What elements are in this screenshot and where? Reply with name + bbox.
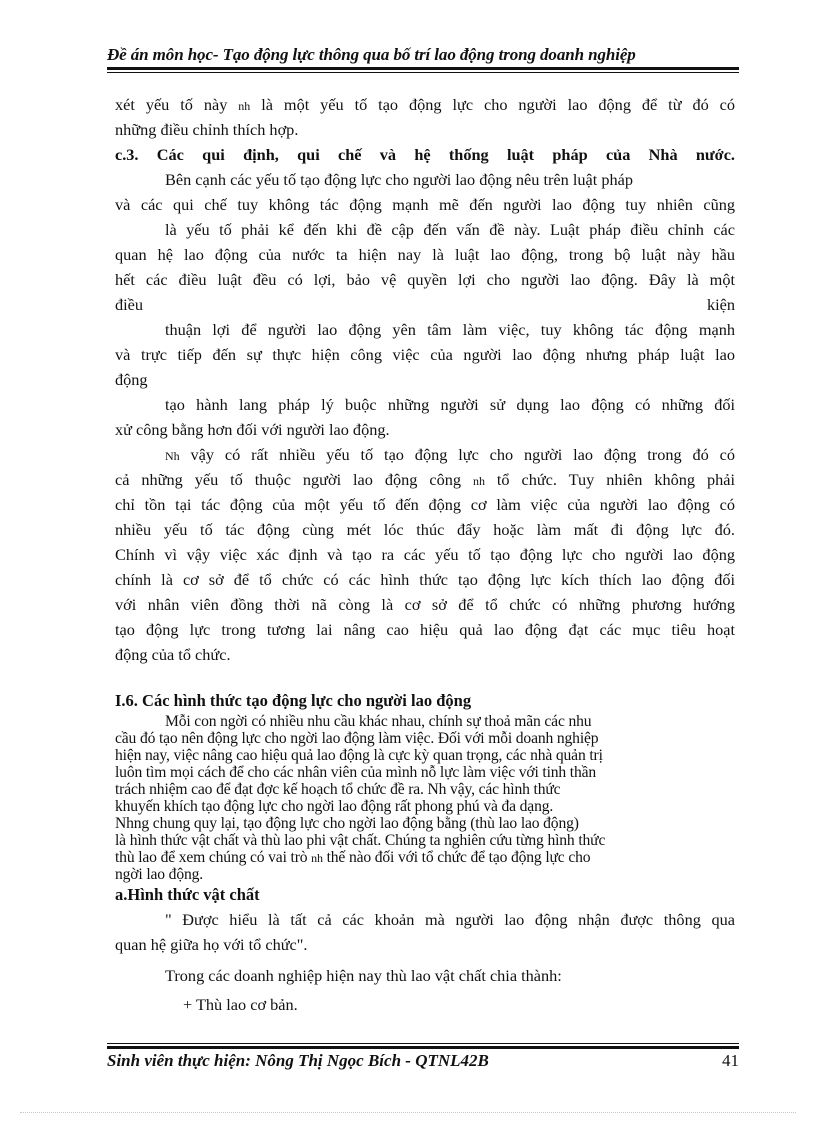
- text-line: Trong các doanh nghiệp hiện nay thù lao vật chất chia thành:: [165, 966, 562, 985]
- section-heading-i6: I.6. Các hình thức tạo động lực cho người lao động: [115, 691, 472, 710]
- footer-rule-thin: [107, 1043, 739, 1044]
- text-line: và các qui chế tuy không tác động mạnh mẽ đến người lao động tuy nhiên cũng: [115, 195, 735, 214]
- section-i6: [115, 689, 735, 907]
- text-line: và trực tiếp đến sự thực hiện công việc của người lao động nhưng pháp luật lao: [115, 345, 735, 364]
- page-header: [107, 45, 739, 65]
- section-heading-c3: c.3. Các qui định, qui chế và hệ thống luật pháp của Nhà nước.: [115, 145, 735, 164]
- text-line: Bên cạnh các yếu tố tạo động lực cho người lao động nêu trên luật pháp: [165, 170, 633, 189]
- text-line: thuận lợi để người lao động yên tâm làm việc, tuy không tác động mạnh: [165, 320, 735, 339]
- text-line: quan hệ giữa họ với tổ chức".: [115, 935, 308, 954]
- paragraph-2: [115, 167, 735, 442]
- text-line: xử công bằng hơn đối với người lao động.: [115, 420, 390, 439]
- body-text: [115, 92, 735, 1017]
- page-bottom-dotted-line: [20, 1112, 796, 1113]
- text-line: Chính vì vậy việc xác định và tạo ra các yếu tố tạo động lực cho người lao động: [115, 545, 735, 564]
- paragraph-3: [115, 442, 735, 667]
- text-line: Nhng chung quy lại, tạo động lực cho ngời lao động bằng (thù lao lao động): [115, 815, 579, 832]
- text-line: động của tổ chức.: [115, 645, 231, 664]
- text-line: chỉ tồn tại tác động của một yếu tố đến động cơ làm việc của người lao động có: [115, 495, 735, 514]
- text-line: hiện nay, việc nâng cao hiệu quả lao động là cực kỳ quan trọng, các nhà quản trị: [115, 747, 603, 764]
- text-line: ngời lao động.: [115, 866, 204, 883]
- page-number: 41: [722, 1051, 739, 1070]
- page-footer: [107, 1051, 739, 1071]
- text-line: xét yếu tố này nh là một yếu tố tạo động lực cho người lao động để từ đó có: [115, 95, 736, 114]
- text-line: là yếu tố phải kể đến khi đề cập đến vấn đề này. Luật pháp điều chỉnh các: [165, 220, 735, 239]
- text-line: cầu đó tạo nên động lực cho ngời lao động làm việc. Đối với mỗi doanh nghiệp: [115, 730, 599, 747]
- text-line: hết các điều luật đều có lợi, bảo vệ quyền lợi cho người lao động. Đây là một: [115, 270, 735, 289]
- text-line: nhiều yếu tố tác động cùng mét lóc thúc đẩy hoặc làm mất đi động lực đó.: [115, 520, 735, 539]
- text-line: + Thù lao cơ bản.: [183, 995, 298, 1014]
- header-rule-thin: [107, 72, 739, 73]
- text-line: chính là cơ sở để tổ chức có các hình thức tạo động lực kích thích lao động đối: [115, 570, 735, 589]
- text-line: trách nhiệm cao để đạt đợc kế hoạch tổ chức đề ra. Nh vậy, các hình thức: [115, 781, 561, 798]
- text-line: thù lao để xem chúng có vai trò nh thế nào đối với tổ chức để tạo động lực cho: [115, 849, 591, 866]
- text-line: điều kiện: [115, 295, 735, 314]
- text-line: là hình thức vật chất và thù lao phi vật chất. Chúng ta nghiên cứu từng hình thức: [115, 832, 606, 849]
- paragraph-5: [115, 907, 735, 1017]
- header-rule-thick: [107, 67, 739, 70]
- header-title: Đề án môn học- Tạo động lực thông qua bố trí lao động trong doanh nghiệp: [107, 45, 636, 64]
- text-line: Nh vậy có rất nhiều yếu tố tạo động lực cho người lao động trong đó có: [165, 445, 735, 464]
- text-line: tạo động lực trong tương lai nâng cao hiệu quả lao động đạt các mục tiêu hoạt: [115, 620, 735, 639]
- section-heading-a: a.Hình thức vật chất: [115, 885, 260, 904]
- text-line: tạo hành lang pháp lý buộc những người sử dụng lao động có những đối: [165, 395, 735, 414]
- text-line: luôn tìm mọi cách để cho các nhân viên của mình nỗ lực làm việc với tinh thần: [115, 764, 597, 781]
- paragraph-4: [115, 713, 735, 883]
- text-line: những điều chỉnh thích hợp.: [115, 120, 299, 139]
- text-line: quan hệ lao động của nước ta hiện nay là luật lao động, trong bộ luật này hầu: [115, 245, 735, 264]
- footer-author: Sinh viên thực hiện: Nông Thị Ngọc Bích - QTNL42B: [107, 1051, 489, 1070]
- footer-rule-thick: [107, 1046, 739, 1049]
- text-line: khuyến khích tạo động lực cho ngời lao động rất phong phú và đa dạng.: [115, 798, 554, 815]
- text-line: động: [115, 370, 148, 389]
- text-line: Mỗi con ngời có nhiều nhu cầu khác nhau, chính sự thoả mãn các nhu: [165, 713, 592, 730]
- text-line: với nhân viên đồng thời nã còng là cơ sở để tổ chức có những phương hướng: [115, 595, 735, 614]
- paragraph-1: [115, 92, 735, 142]
- text-line: cả những yếu tố thuộc người lao động công nh tổ chức. Tuy nhiên không phải: [115, 470, 735, 489]
- text-line: " Được hiểu là tất cả các khoản mà người lao động nhận được thông qua: [165, 910, 735, 929]
